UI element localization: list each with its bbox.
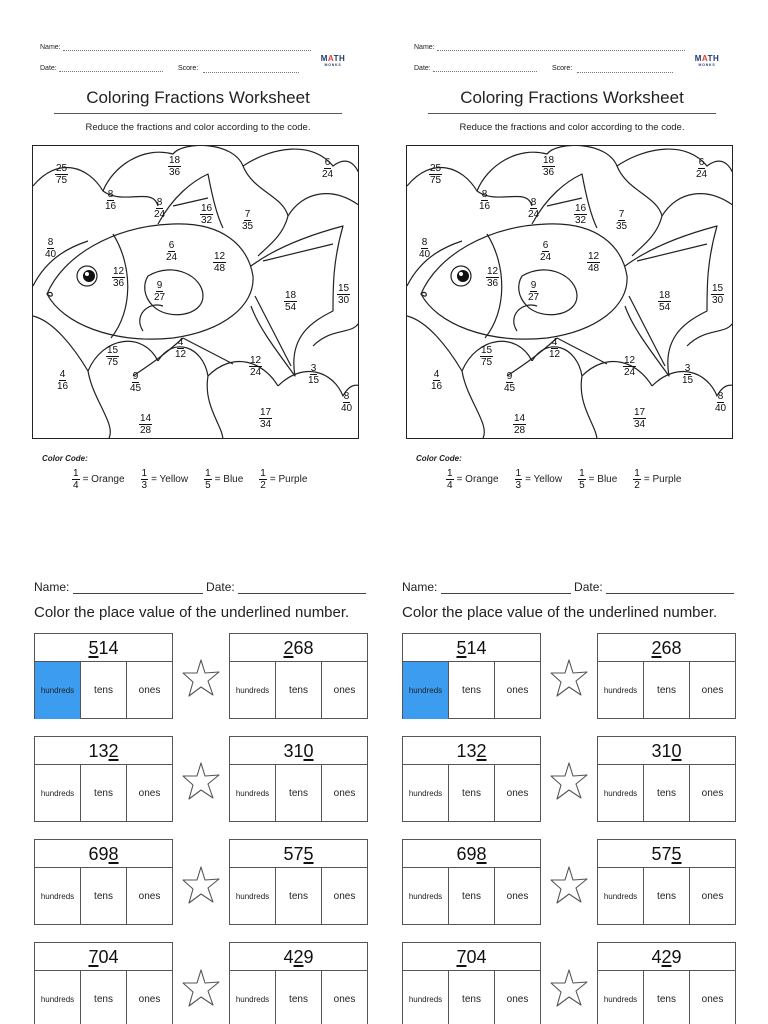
fraction-label: $\frac{9}{45}$	[504, 371, 516, 394]
date-label: Date:	[574, 580, 603, 594]
place-value-box	[597, 942, 736, 1024]
place-value-number: 704	[403, 943, 540, 971]
date-label: Date:	[206, 580, 235, 594]
fraction-label: $\frac{8}{40}$	[715, 391, 727, 414]
tens-cell[interactable]: tens	[81, 868, 127, 925]
worksheet-instruction: Reduce the fractions and color according to the code.	[459, 122, 685, 133]
underlined-digit: 2	[651, 638, 662, 658]
name-label: Name:	[34, 580, 70, 594]
tens-cell[interactable]: tens	[276, 971, 322, 1024]
underlined-digit: 0	[303, 741, 314, 761]
name-label: Name:	[414, 44, 435, 51]
ones-cell[interactable]: ones	[701, 891, 724, 902]
fraction-label: $\frac{6}{24}$	[540, 240, 552, 263]
fraction-label: $\frac{12}{24}$	[624, 355, 636, 378]
fraction-label: $\frac{7}{35}$	[242, 209, 254, 232]
fraction-label: $\frac{4}{12}$	[175, 337, 187, 360]
star-icon	[181, 657, 221, 699]
date-line	[59, 65, 163, 72]
date-label: Date:	[40, 65, 57, 72]
score-line	[203, 65, 299, 73]
fraction-label: $\frac{7}{35}$	[616, 209, 628, 232]
fraction-label: $\frac{15}{30}$	[712, 283, 724, 306]
date-line	[238, 583, 366, 594]
fraction-label: $\frac{9}{27}$	[154, 280, 166, 303]
fraction-label: $\frac{12}{36}$	[113, 266, 125, 289]
underlined-digit: 5	[88, 638, 99, 658]
hundreds-cell[interactable]: hundreds	[230, 868, 276, 925]
hundreds-cell[interactable]: hundreds	[230, 765, 276, 822]
fraction-label: $\frac{15}{75}$	[481, 345, 493, 368]
fish-coloring-picture	[406, 145, 733, 439]
fraction-label: $\frac{25}{75}$	[56, 163, 68, 186]
underlined-digit: 2	[293, 947, 304, 967]
place-value-number: 704	[35, 943, 172, 971]
star-icon	[181, 967, 221, 1009]
place-value-box	[402, 839, 541, 925]
hundreds-cell[interactable]: hundreds	[35, 662, 81, 719]
tens-cell[interactable]: tens	[644, 765, 690, 822]
place-value-number: 698	[403, 840, 540, 868]
color-code-fraction: $\frac{1}{5}$	[205, 468, 211, 491]
color-code-item	[446, 469, 499, 491]
ones-cell[interactable]: ones	[333, 994, 356, 1005]
fraction-label: $\frac{3}{15}$	[308, 363, 320, 386]
ones-cell[interactable]: ones	[138, 994, 161, 1005]
name-label: Name:	[40, 44, 61, 51]
fish-illustration	[33, 146, 359, 439]
fraction-label: $\frac{17}{34}$	[634, 407, 646, 430]
place-value-box	[597, 736, 736, 822]
fraction-label: $\frac{16}{32}$	[575, 203, 587, 226]
color-code-item	[515, 469, 563, 491]
star-icon	[181, 760, 221, 802]
tens-cell[interactable]: tens	[81, 765, 127, 822]
worksheet-instruction: Color the place value of the underlined number.	[34, 604, 350, 621]
place-value-box	[402, 942, 541, 1024]
place-value-number: 575	[230, 840, 367, 868]
tens-cell[interactable]: tens	[81, 662, 127, 719]
name-line	[63, 44, 311, 51]
color-code-item	[259, 469, 307, 491]
place-value-box	[229, 736, 368, 822]
star-icon	[549, 760, 589, 802]
place-value-box	[229, 942, 368, 1024]
color-code-item	[633, 469, 681, 491]
title-underline	[428, 113, 716, 114]
ones-cell[interactable]: ones	[138, 788, 161, 799]
date-line	[606, 583, 734, 594]
name-label: Name:	[402, 580, 438, 594]
place-value-number: 514	[35, 634, 172, 662]
color-code-label: = Purple	[643, 474, 682, 486]
place-value-box	[34, 839, 173, 925]
fraction-label: $\frac{4}{12}$	[549, 337, 561, 360]
fraction-label: $\frac{8}{16}$	[479, 189, 491, 212]
fraction-label: $\frac{8}{40}$	[45, 237, 57, 260]
hundreds-cell[interactable]: hundreds	[35, 868, 81, 925]
score-line	[577, 65, 673, 73]
worksheet-title: Coloring Fractions Worksheet	[86, 88, 310, 107]
fish-coloring-picture	[32, 145, 359, 439]
place-value-box	[229, 839, 368, 925]
hundreds-cell[interactable]: hundreds	[230, 662, 276, 719]
score-label: Score:	[178, 65, 199, 72]
name-date-line	[34, 580, 366, 594]
color-code-label: = Orange	[82, 474, 125, 486]
underlined-digit: 2	[661, 947, 672, 967]
tens-cell[interactable]: tens	[449, 765, 495, 822]
underlined-digit: 2	[476, 741, 487, 761]
ones-cell[interactable]: ones	[701, 685, 724, 696]
tens-cell[interactable]: tens	[276, 765, 322, 822]
place-value-number: 698	[35, 840, 172, 868]
hundreds-cell[interactable]: hundreds	[230, 971, 276, 1024]
place-value-number: 132	[403, 737, 540, 765]
fraction-label: $\frac{9}{27}$	[528, 280, 540, 303]
score-label: Score:	[552, 65, 573, 72]
title-underline	[54, 113, 342, 114]
color-code-fraction: $\frac{1}{5}$	[579, 468, 585, 491]
tens-cell[interactable]: tens	[644, 971, 690, 1024]
ones-cell[interactable]: ones	[701, 994, 724, 1005]
place-value-number: 429	[598, 943, 735, 971]
underlined-digit: 7	[88, 947, 99, 967]
worksheet-instruction: Reduce the fractions and color according to the code.	[85, 122, 311, 133]
underlined-digit: 7	[456, 947, 467, 967]
tens-cell[interactable]: tens	[449, 662, 495, 719]
place-value-box	[34, 942, 173, 1024]
color-code-fraction: $\frac{1}{2}$	[260, 468, 266, 491]
color-code-fraction: $\frac{1}{4}$	[73, 468, 79, 491]
color-code-title: Color Code:	[416, 454, 462, 463]
underlined-digit: 5	[456, 638, 467, 658]
color-code-label: = Yellow	[151, 474, 189, 486]
hundreds-cell[interactable]: hundreds	[598, 662, 644, 719]
fraction-label: $\frac{12}{48}$	[588, 251, 600, 274]
fraction-label: $\frac{16}{32}$	[201, 203, 213, 226]
fraction-label: $\frac{12}{36}$	[487, 266, 499, 289]
fraction-label: $\frac{6}{24}$	[322, 157, 334, 180]
name-field	[414, 44, 685, 51]
name-line	[441, 583, 571, 594]
tens-cell[interactable]: tens	[276, 868, 322, 925]
fraction-label: $\frac{14}{28}$	[514, 413, 526, 436]
fraction-label: $\frac{15}{30}$	[338, 283, 350, 306]
fraction-label: $\frac{15}{75}$	[107, 345, 119, 368]
color-code-item	[204, 469, 243, 491]
tens-cell[interactable]: tens	[644, 868, 690, 925]
tens-cell[interactable]: tens	[449, 971, 495, 1024]
fraction-label: $\frac{12}{24}$	[250, 355, 262, 378]
fraction-label: $\frac{14}{28}$	[140, 413, 152, 436]
fraction-label: $\frac{12}{48}$	[214, 251, 226, 274]
fraction-label: $\frac{25}{75}$	[430, 163, 442, 186]
place-value-box	[402, 736, 541, 822]
color-code-label: = Purple	[269, 474, 308, 486]
fraction-label: $\frac{8}{24}$	[528, 197, 540, 220]
place-value-box	[597, 633, 736, 719]
place-value-worksheet-right	[402, 575, 747, 1024]
tens-cell[interactable]: tens	[449, 868, 495, 925]
fraction-label: $\frac{4}{16}$	[431, 369, 443, 392]
color-code-label: = Blue	[214, 474, 244, 486]
underlined-digit: 8	[108, 844, 119, 864]
fraction-label: $\frac{18}{54}$	[659, 290, 671, 313]
name-line	[73, 583, 203, 594]
place-value-number: 310	[230, 737, 367, 765]
name-field	[40, 44, 311, 51]
tens-cell[interactable]: tens	[81, 971, 127, 1024]
underlined-digit: 2	[283, 638, 294, 658]
fraction-label: $\frac{6}{24}$	[696, 157, 708, 180]
date-field	[40, 65, 163, 72]
color-code-fraction: $\frac{1}{3}$	[141, 468, 148, 491]
ones-cell[interactable]: ones	[506, 788, 529, 799]
underlined-digit: 5	[671, 844, 682, 864]
color-code-fraction: $\frac{1}{2}$	[634, 468, 640, 491]
place-value-worksheet-left	[34, 575, 379, 1024]
math-monks-logo: MATH MONKS	[320, 54, 346, 67]
place-value-box	[597, 839, 736, 925]
ones-cell[interactable]: ones	[138, 891, 161, 902]
fraction-label: $\frac{8}{40}$	[419, 237, 431, 260]
color-code-legend	[72, 469, 323, 491]
worksheet-title: Coloring Fractions Worksheet	[460, 88, 684, 107]
hundreds-cell[interactable]: hundreds	[403, 662, 449, 719]
star-icon	[549, 967, 589, 1009]
ones-cell[interactable]: ones	[506, 891, 529, 902]
underlined-digit: 8	[476, 844, 487, 864]
place-value-box	[402, 633, 541, 719]
place-value-number: 268	[230, 634, 367, 662]
color-code-label: = Orange	[456, 474, 499, 486]
hundreds-cell[interactable]: hundreds	[403, 971, 449, 1024]
star-icon	[549, 864, 589, 906]
hundreds-cell[interactable]: hundreds	[598, 765, 644, 822]
worksheet-instruction: Color the place value of the underlined number.	[402, 604, 718, 621]
hundreds-cell[interactable]: hundreds	[35, 765, 81, 822]
math-monks-logo: MATH MONKS	[694, 54, 720, 67]
name-date-line	[402, 580, 734, 594]
fraction-label: $\frac{18}{36}$	[169, 155, 181, 178]
color-code-item	[141, 469, 189, 491]
place-value-number: 514	[403, 634, 540, 662]
ones-cell[interactable]: ones	[506, 685, 529, 696]
hundreds-cell[interactable]: hundreds	[35, 971, 81, 1024]
ones-cell[interactable]: ones	[333, 685, 356, 696]
star-icon	[181, 864, 221, 906]
place-value-number: 310	[598, 737, 735, 765]
color-code-item	[578, 469, 617, 491]
place-value-number: 268	[598, 634, 735, 662]
place-value-box	[34, 736, 173, 822]
date-line	[433, 65, 537, 72]
hundreds-cell[interactable]: hundreds	[598, 868, 644, 925]
ones-cell[interactable]: ones	[333, 891, 356, 902]
fractions-worksheet-right	[402, 0, 742, 520]
fraction-label: $\frac{3}{15}$	[682, 363, 694, 386]
ones-cell[interactable]: ones	[701, 788, 724, 799]
color-code-title: Color Code:	[42, 454, 88, 463]
star-icon	[549, 657, 589, 699]
fish-illustration	[407, 146, 733, 439]
ones-cell[interactable]: ones	[506, 994, 529, 1005]
place-value-number: 575	[598, 840, 735, 868]
fraction-label: $\frac{6}{24}$	[166, 240, 178, 263]
tens-cell[interactable]: tens	[644, 662, 690, 719]
tens-cell[interactable]: tens	[276, 662, 322, 719]
place-value-number: 132	[35, 737, 172, 765]
fraction-label: $\frac{18}{54}$	[285, 290, 297, 313]
color-code-label: = Yellow	[525, 474, 563, 486]
date-label: Date:	[414, 65, 431, 72]
hundreds-cell[interactable]: hundreds	[403, 765, 449, 822]
ones-cell[interactable]: ones	[333, 788, 356, 799]
color-code-fraction: $\frac{1}{4}$	[447, 468, 453, 491]
place-value-box	[34, 633, 173, 719]
underlined-digit: 0	[671, 741, 682, 761]
fraction-label: $\frac{17}{34}$	[260, 407, 272, 430]
fraction-label: $\frac{8}{40}$	[341, 391, 353, 414]
ones-cell[interactable]: ones	[138, 685, 161, 696]
fraction-label: $\frac{9}{45}$	[130, 371, 142, 394]
place-value-number: 429	[230, 943, 367, 971]
date-field	[414, 65, 537, 72]
name-line	[437, 44, 685, 51]
place-value-box	[229, 633, 368, 719]
fraction-label: $\frac{8}{24}$	[154, 197, 166, 220]
hundreds-cell[interactable]: hundreds	[403, 868, 449, 925]
color-code-fraction: $\frac{1}{3}$	[515, 468, 522, 491]
underlined-digit: 5	[303, 844, 314, 864]
color-code-label: = Blue	[588, 474, 618, 486]
fractions-worksheet-left	[28, 0, 368, 520]
underlined-digit: 2	[108, 741, 119, 761]
color-code-item	[72, 469, 125, 491]
fraction-label: $\frac{4}{16}$	[57, 369, 69, 392]
fraction-label: $\frac{18}{36}$	[543, 155, 555, 178]
fraction-label: $\frac{8}{16}$	[105, 189, 117, 212]
hundreds-cell[interactable]: hundreds	[598, 971, 644, 1024]
color-code-legend	[446, 469, 697, 491]
